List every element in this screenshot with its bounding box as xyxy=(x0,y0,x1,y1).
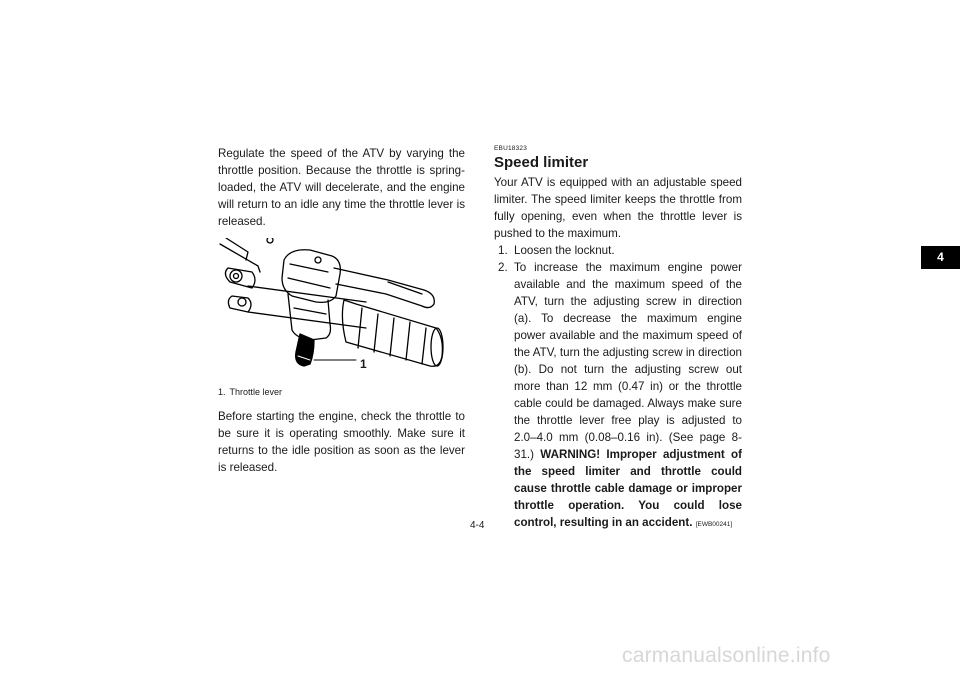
step-text: To increase the maximum engine power available and the maximum speed of the ATV, turn the adjusting screw in direction (a). To decrease the maximum engine power available and the maximum speed of the ATV, turn the adjusting screw in direction (b). Do not turn the adjusting screw out more than 12 mm (0.47 in) or the throttle cable could be damaged. Always make sure the throttle lever free play is adjusted to 2.0–4.0 mm (0.08–0.16 in). (See page 8-31.) xyxy=(514,261,742,461)
step-number: 1. xyxy=(498,244,508,257)
step-text: Loosen the locknut. xyxy=(514,244,615,257)
page-number: 4-4 xyxy=(470,520,485,531)
figure-caption xyxy=(218,386,465,398)
section-heading: Speed limiter xyxy=(494,154,589,171)
caption-number: 1. xyxy=(218,387,226,397)
step-number: 2. xyxy=(498,261,508,274)
right-column xyxy=(494,145,742,533)
throttle-intro-paragraph: Regulate the speed of the ATV by varying the throttle position. Because the throttle is spring-loaded, the ATV will decelerate, and the engine will return to an idle any time the throttle lever is released. xyxy=(218,147,465,228)
speed-limiter-intro: Your ATV is equipped with an adjustable speed limiter. The speed limiter keeps the throttle from fully opening, even when the throttle lever is pushed to the maximum. xyxy=(494,176,742,240)
warning-text: WARNING! Improper adjustment of the speed limiter and throttle could cause throttle cable damage or improper throttle operation. You could lose control, resulting in an accident. xyxy=(514,448,742,529)
step-item xyxy=(498,259,742,533)
handlebar-drawing xyxy=(218,238,465,380)
chapter-tab: 4 xyxy=(921,246,960,269)
figure-callout-number: 1 xyxy=(360,357,367,371)
steps-list xyxy=(494,242,742,533)
watermark-text: carmanualsonline.info xyxy=(622,644,831,667)
caption-text: Throttle lever xyxy=(229,387,283,397)
throttle-lever-illustration xyxy=(218,238,465,380)
step-item xyxy=(498,242,742,259)
section-code: EBU18323 xyxy=(494,145,528,152)
left-column xyxy=(218,145,465,476)
warning-code: [EWB00241] xyxy=(695,521,733,528)
throttle-check-paragraph: Before starting the engine, check the throttle to be sure it is operating smoothly. Make sure it returns to the idle position as soon as the lever is released. xyxy=(218,410,465,474)
